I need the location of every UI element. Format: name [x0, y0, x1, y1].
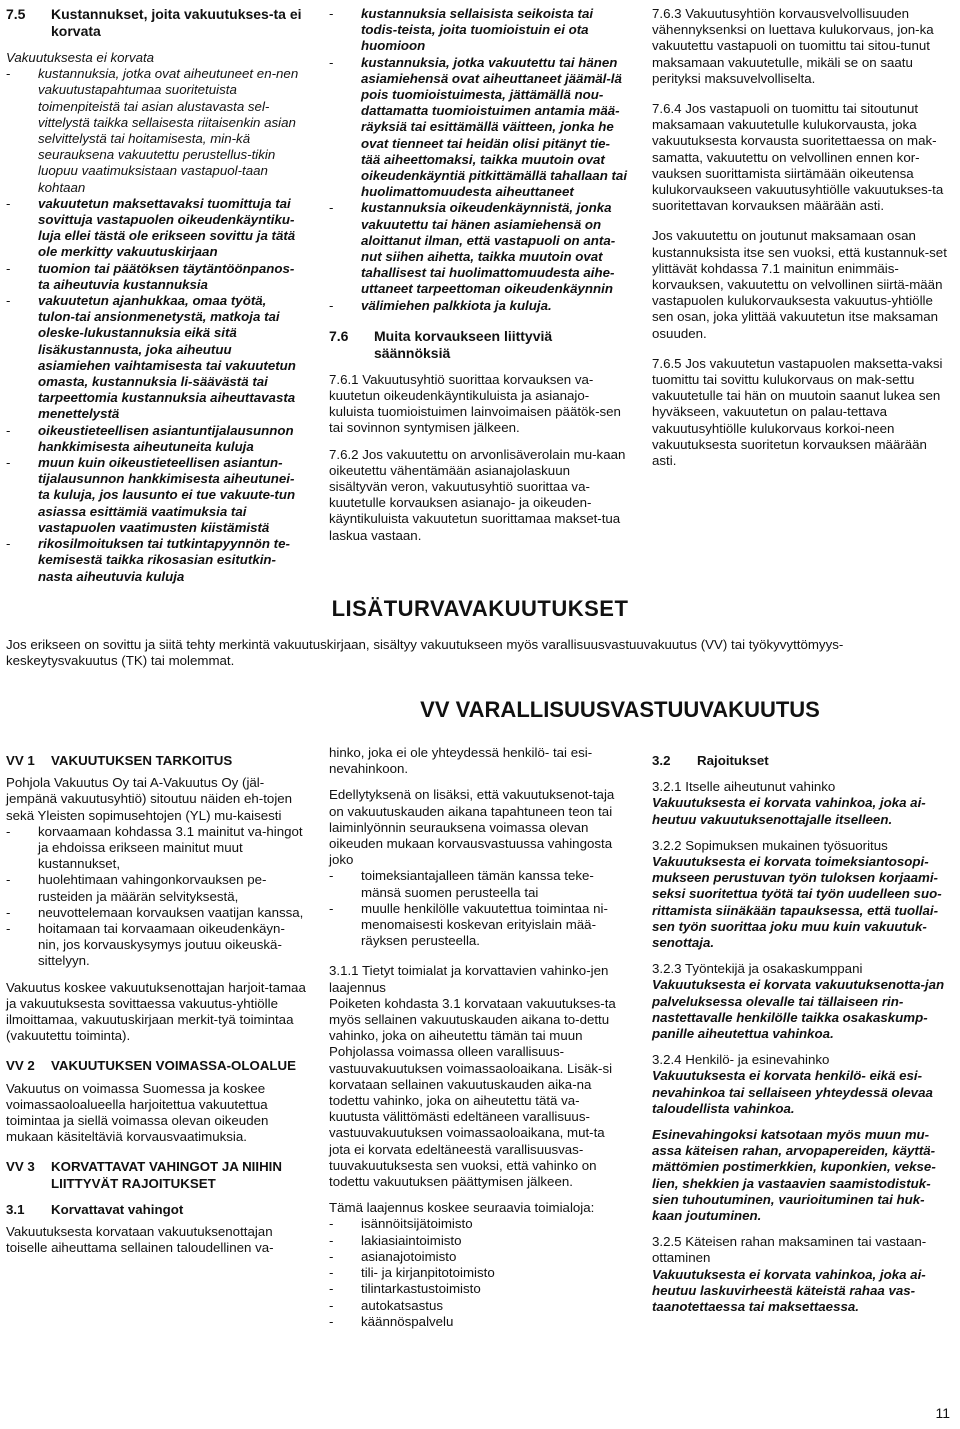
list-item: - tilintarkastustoimisto	[329, 1281, 629, 1297]
paragraph-762: 7.6.2 Jos vakuutettu on arvonlisäverolain mu-kaan oikeutettu vähentämään asianajolaskuun sisältyvän veron, vakuutusyhtiö suorittaa va-kuutetulle korvauksen asianajo- ja oikeuden-käyntikuluista vakuutetun suorittamaa makset-tua laskua vastaan.	[329, 446, 626, 543]
bottom-column-3	[652, 753, 954, 1315]
list-item: - kustannuksia, jotka vakuutettu tai hänen asiamiehensä ovat aiheuttaneet jäämäl-lä pois tuomioistuimesta, jättämällä nou-dattamatta tuomioistuimen antamia mää-räyksiä tai esittämällä väitteen, jonka he ovat tienneet tai heidän olisi pitänyt tie-tää aiheettomaksi, taikka muutoin ovat oikeudenkäyntiä pitkittämällä tahallaan tai huolimattomuudesta aiheuttaneet	[329, 55, 629, 201]
section-311-heading: 3.1.1 Tietyt toimialat ja korvattavien vahinko-jen laajennus	[329, 963, 609, 995]
section-322-text: Vakuutuksesta ei korvata toimeksiantosopi-mukseen perustuvan työn tuloksen korjaami-seksi suoritettua työtä tai työn uudelleen suo-rittamista siinäkään tapauksessa, että tuollai-sen työn suorittaa joku muu kuin vakuutuk-senottaja.	[652, 854, 942, 951]
list-item: - oikeustieteellisen asiantuntijalausunnon hankkimisesta aiheutuneita kuluja	[6, 423, 306, 455]
paragraph-763: 7.6.3 Vakuutusyhtiön korvausvelvollisuuden vähennyksenksi on luettava kulukorvaus, jon-ka vakuutettu vastapuoli on tuomittu tai sitou-tunut maksamaan vakuutetulle, mikäli se on saatu perityksi maksuvelvolliselta.	[652, 6, 934, 86]
list-item: - asianajotoimisto	[329, 1249, 629, 1265]
paragraph: hinko, joka ei ole yhteydessä henkilö- tai esi-nevahinkoon.	[329, 745, 593, 777]
list-item: - tuomion tai päätöksen täytäntöönpanos-ta aiheutuvia kustannuksia	[6, 261, 306, 293]
vv1-paragraph-2: Vakuutus koskee vakuutuksenottajan harjoit-tamaa ja vakuutuksesta sovittaessa vakuutus-yhtiölle ilmoittamaa, vakuutuskirjaan merkit-tyä toimintaa (vakuutettu toiminta).	[6, 979, 306, 1044]
section-325-text: Vakuutuksesta ei korvata vahinkoa, joka ai-heutuu laskuvirheestä käteistä rahaa vas-taanotettaessa tai maksettaessa.	[652, 1266, 926, 1315]
paragraph-765: 7.6.5 Jos vakuutetun vastapuolen maksetta-vaksi tuomittu tai sovittu kulukorvaus on mak-settu vakuutetulle tai hän on muutoin saanut lukea sen hyväkseen, vakuutetun on palau-tettava vakuutusyhtiölle kulukorvaus korkoi-neen vakuutuksesta suoritetun korvauksen määrään asti.	[652, 355, 943, 469]
lisaturva-title: LISÄTURVAVAKUUTUKSET	[331, 596, 629, 621]
vv3-heading: VV 3 KORVATTAVAT VAHINGOT JA NIIHIN LIITTYVÄT RAJOITUKSET	[6, 1159, 282, 1191]
section-323-heading: 3.2.3 Työntekijä ja osakaskumppani	[652, 961, 863, 977]
top-column-1	[6, 6, 306, 585]
list-item: - huolehtimaan vahingonkorvauksen pe-rusteiden ja määrän selvityksestä,	[6, 872, 306, 904]
list-item: - kustannuksia oikeudenkäynnistä, jonka vakuutettu tai hänen asiamiehensä on aloittanut ilman, että vastapuoli on anta-nut siihen aihetta, taikka muutoin ovat tahallisest tai huolimattomuudesta aihe-uttaneet tarpeettoman oikeudenkäynnin	[329, 200, 629, 297]
section-324-heading: 3.2.4 Henkilö- ja esinevahinko	[652, 1052, 830, 1068]
section-31-paragraph: Vakuutuksesta korvataan vakuutuksenottajan toiselle aiheuttama sellainen taloudellinen va-	[6, 1224, 274, 1256]
list-item: - neuvottelemaan korvauksen vaatijan kanssa,	[6, 905, 306, 921]
list-item: - toimeksiantajalleen tämän kanssa teke-mänsä suomen perusteella tai	[329, 868, 629, 900]
section-75-heading: 7.5 Kustannukset, joita vakuutukses-ta ei korvata	[6, 6, 302, 39]
section-311-paragraph: Poiketen kohdasta 3.1 korvataan vakuutukses-ta myös sellainen vakuutuskauden aikana to-dettu vahinko, joka on aiheutettu tämän tai muun Pohjolassa voimassa olleen varallisuus-vastuuvakuutuksen voimassaoloaikana. Lisäk-si korvataan sellainen vakuutuskauden aika-na todettu vahinko, joka on aiheutettu tätä va-kuutusta välittömästi edeltäneen varallisuus-vastuuvakuutuksen voimassaoloaikana, mut-ta jota ei korvata edeltäneestä varallisuusvas-tuuvakuutuksesta sen vuoksi, että vahinko on todettu vakuutuksen päättymisen jälkeen.	[329, 995, 616, 1190]
paragraph-764: 7.6.4 Jos vastapuoli on tuomittu tai sitoutunut maksamaan vakuutetulle kulukorvausta, joka vakuutuksesta korvausta suoritettaessa on mak-samatta, vakuutettu on velvollinen ennen kor-vauksen suorittamista siirtämään oikeutensa kulukorvaukseen vakuutusyhtiölle vakuutukses-ta suoritettavan korvauksen määrään asti.	[652, 101, 944, 214]
vv1-paragraph: Pohjola Vakuutus Oy tai A-Vakuutus Oy (jäl-jempänä vakuutusyhtiö) sitoutuu näiden eh-tojen sekä Yleisten sopimusehtojen (YL) mu-kaisesti	[6, 775, 293, 823]
list-item: - isännöitsijätoimisto	[329, 1216, 629, 1232]
list-item: - vakuutetun ajanhukkaa, omaa työtä, tulon-tai ansionmenetystä, matkoja tai oleske-lukustannuksia eikä sitä lisäkustannusta, joka aiheutuu asiamiehen vaihtamisesta tai vakuutetun omasta, kustannuksia li-säävästä tai tarpeettomia kustannuksia aiheuttavasta menettelystä	[6, 293, 306, 423]
vv1-heading: VV 1 VAKUUTUKSEN TARKOITUS	[6, 753, 233, 768]
list-item: - vakuutetun maksettavaksi tuomittuja tai sovittuja vastapuolen oikeudenkäyntiku-luja ellei tästä ole erikseen sovittu ja tätä ole merkitty vakuutuskirjaan	[6, 196, 306, 261]
section-76-heading: 7.6 Muita korvaukseen liittyviä säännöksiä	[329, 327, 553, 361]
section-75-subtitle: Vakuutuksesta ei korvata	[6, 50, 155, 65]
list-item: - lakiasiaintoimisto	[329, 1233, 629, 1249]
list-item: - rikosilmoituksen tai tutkintapyynnön te-kemisestä taikka rikosasian esitutkin-nasta aiheutuvia kuluja	[6, 536, 306, 585]
list-item: - autokatsastus	[329, 1298, 629, 1314]
list-item: - hoitamaan tai korvaamaan oikeudenkäyn-nin, jos korvauskysymys joutuu oikeuskä-sittelyyn.	[6, 921, 306, 970]
section-324-text: Vakuutuksesta ei korvata henkilö- eikä esi-nevahinkoa tai sellaiseen yhteydessä olevaa taloudellista vahinkoa.	[652, 1068, 933, 1116]
list-item: - muun kuin oikeustieteellisen asiantun-tijalausunnon hankkimisesta aiheutunei-ta kuluja, jos lausunto ei tue vakuute-tun asiassa esittämiä vaatimuksia tai vastapuolen vaatimusten kiistämistä	[6, 455, 306, 536]
section-322-heading: 3.2.2 Sopimuksen mukainen työsuoritus	[652, 837, 888, 853]
section-32-heading: 3.2 Rajoitukset	[652, 753, 769, 768]
paragraph-764b: Jos vakuutettu on joutunut maksamaan osan kustannuksista itse sen vuoksi, että kustannuk-set ylittävät kohdassa 7.1 mainitun enimmäis-korvauksen, vakuutettu on velvollinen siirtä-mään vastapuolen kulukorvauksesta vakuutus-yhtiölle sen osan, joka ylittää vakuutetun itse maksaman osuuden.	[652, 228, 947, 341]
bottom-column-2	[329, 745, 629, 1330]
section-323-text: Vakuutuksesta ei korvata vakuutuksenotta-jan palveluksessa olevalle tai tällaiseen rin-nastettavalle henkilölle taikka osakaskump-panille aiheutettua vahinkoa.	[652, 977, 945, 1042]
top-column-2	[329, 6, 629, 544]
bottom-column-1	[6, 753, 306, 1256]
section-321-text: Vakuutuksesta ei korvata vahinkoa, joka ai-heutuu vakuutuksenottajalle itselleen.	[652, 795, 926, 827]
section-311-paragraph-2: Tämä laajennus koskee seuraavia toimialoja:	[329, 1200, 595, 1216]
paragraph: Edellytyksenä on lisäksi, että vakuutuksenot-taja on vakuutuskauden aikana tapahtuneen teon tai laiminlyönnin seurauksena voimassa olevan oikeuden mukaan korvausvastuussa vahingosta joko	[329, 787, 615, 868]
list-item: - muulle henkilölle vakuutettua toimintaa ni-menomaisesti koskevan erityislain mää-räyksen perusteella.	[329, 901, 629, 950]
vv2-heading: VV 2 VAKUUTUKSEN VOIMASSA-OLOALUE	[6, 1058, 297, 1074]
vv-title: VV VARALLISUUSVASTUUVAKUUTUS	[420, 697, 820, 722]
list-item: - tili- ja kirjanpitotoimisto	[329, 1265, 629, 1281]
list-item: - korvaamaan kohdassa 3.1 mainitut va-hingot ja ehdoissa erikseen mainitut muut kustannukset,	[6, 824, 306, 873]
list-item: - välimiehen palkkiota ja kuluja.	[329, 298, 629, 314]
list-item: - kustannuksia sellaisista seikoista tai todis-teista, joita tuomioistuin ei ota huomioon	[329, 6, 629, 55]
lisaturva-intro: Jos erikseen on sovittu ja siitä tehty merkintä vakuutuskirjaan, sisältyy vakuutukseen myös varallisuusvastuuvakuutus (VV) tai työkyvyttömyys-keskeytysvakuutus (TK) tai molemmat.	[6, 637, 844, 668]
list-item: - kustannuksia, jotka ovat aiheutuneet en-nen vakuutustapahtumaa suoritetuista toimenpiteistä tai asian alustavasta sel-vittelystä taikka sellaisesta riitaisenkin asian selvittelystä tai hoitamisesta, min-kä seurauksena vakuutettu perustellus-tikin luopuu vaatimuksistaan vastapuol-taan kohtaan	[6, 66, 306, 196]
page-number: 11	[935, 1405, 950, 1421]
section-324-text-2: Esinevahingoksi katsotaan myös muun mu-assa käteisen rahan, arvopapereiden, käyttä-mättömien postimerkkien, kuponkien, vekse-lien, shekkien ja vastaavien saamistodistuk-sien tuhoutuminen, vaurioituminen tai huk-kaan joutuminen.	[652, 1127, 936, 1224]
section-321-heading: 3.2.1 Itselle aiheutunut vahinko	[652, 779, 836, 795]
section-31-heading: 3.1 Korvattavat vahingot	[6, 1201, 184, 1217]
top-column-3	[652, 6, 954, 469]
section-325-heading: 3.2.5 Käteisen rahan maksaminen tai vastaan-ottaminen	[652, 1234, 927, 1266]
paragraph-761: 7.6.1 Vakuutusyhtiö suorittaa korvauksen va-kuutetun oikeudenkäyntikuluista ja asianajo-kuluista tuomioistuimen lainvoimaisen päätök-sen tai sovinnon syntymisen jälkeen.	[329, 371, 621, 436]
list-item: - käännöspalvelu	[329, 1314, 629, 1330]
vv2-paragraph: Vakuutus on voimassa Suomessa ja koskee voimassaoloalueella harjoitettua vakuutettua toimintaa ja siellä voimassa olevan oikeuden mukaan käsiteltäviä korvausvaatimuksia.	[6, 1080, 269, 1145]
